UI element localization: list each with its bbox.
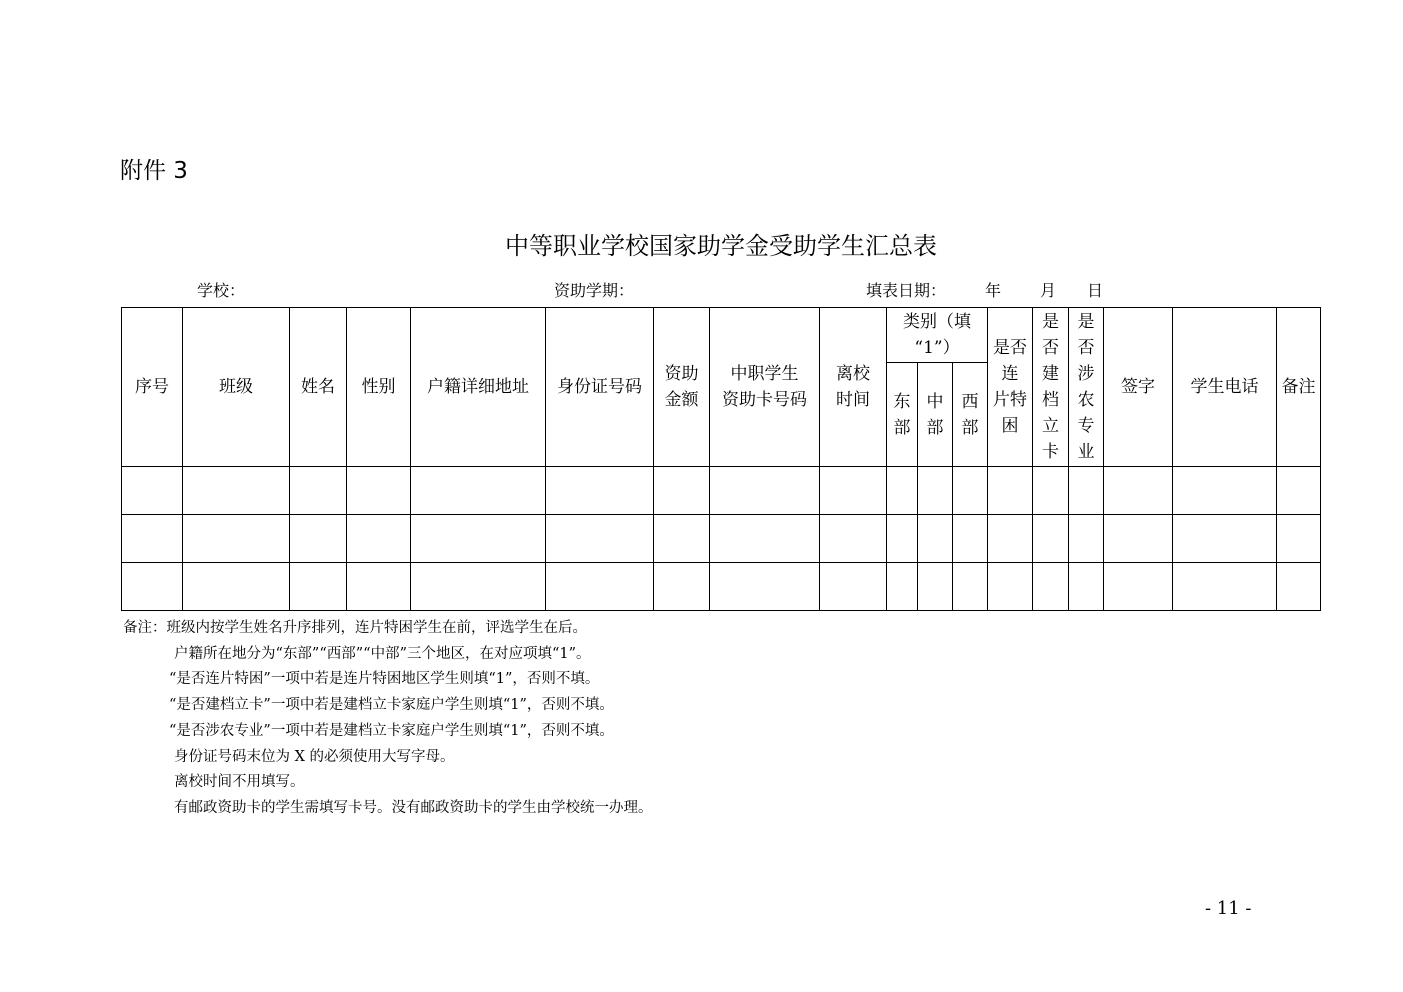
table-row [122, 563, 1321, 611]
header-seq: 序号 [122, 308, 183, 467]
header-registered-poor: 是 否 建 档 立 卡 [1033, 308, 1069, 467]
table-row [122, 515, 1321, 563]
header-amount: 资助 金额 [654, 308, 710, 467]
table-cell[interactable] [183, 563, 290, 611]
note-line: “是否建档立卡”一项中若是建档立卡家庭户学生则填“1”，否则不填。 [169, 697, 614, 714]
table-cell[interactable] [1173, 467, 1277, 515]
table-cell[interactable] [411, 563, 546, 611]
header-leave-time: 离校 时间 [820, 308, 887, 467]
table-cell[interactable] [820, 563, 887, 611]
header-signature: 签字 [1104, 308, 1173, 467]
header-address: 户籍详细地址 [411, 308, 546, 467]
table-cell[interactable] [1104, 467, 1173, 515]
table-cell[interactable] [290, 467, 347, 515]
table-cell[interactable] [122, 515, 183, 563]
note-line: “是否连片特困”一项中若是连片特困地区学生则填“1”，否则不填。 [169, 671, 600, 688]
table-cell[interactable] [1173, 515, 1277, 563]
table-cell[interactable] [1069, 563, 1104, 611]
header-card-number: 中职学生 资助卡号码 [710, 308, 820, 467]
table-cell[interactable] [654, 467, 710, 515]
header-name: 姓名 [290, 308, 347, 467]
table-cell[interactable] [411, 467, 546, 515]
note-line: 有邮政资助卡的学生需填写卡号。没有邮政资助卡的学生由学校统一办理。 [174, 799, 653, 816]
table-cell[interactable] [887, 515, 918, 563]
table-cell[interactable] [953, 515, 988, 563]
table-cell[interactable] [183, 467, 290, 515]
table-cell[interactable] [411, 515, 546, 563]
page-number: - 11 - [1205, 898, 1252, 919]
table-cell[interactable] [290, 563, 347, 611]
table-cell[interactable] [1033, 563, 1069, 611]
table-cell[interactable] [122, 563, 183, 611]
table-cell[interactable] [1277, 467, 1321, 515]
table-cell[interactable] [820, 467, 887, 515]
table-cell[interactable] [988, 515, 1033, 563]
table-cell[interactable] [546, 515, 654, 563]
month-label: 月 [1040, 281, 1057, 300]
table-cell[interactable] [1033, 515, 1069, 563]
header-east: 东 部 [887, 363, 918, 467]
table-cell[interactable] [953, 563, 988, 611]
table-cell[interactable] [183, 515, 290, 563]
table-cell[interactable] [1033, 467, 1069, 515]
table-cell[interactable] [1104, 515, 1173, 563]
table-cell[interactable] [1173, 563, 1277, 611]
header-remark: 备注 [1277, 308, 1321, 467]
term-label: 资助学期： [554, 281, 635, 300]
header-middle: 中 部 [918, 363, 953, 467]
header-poverty-area: 是否 连 片特 困 [988, 308, 1033, 467]
table-cell[interactable] [918, 563, 953, 611]
table-cell[interactable] [1069, 467, 1104, 515]
table-cell[interactable] [1277, 515, 1321, 563]
table-cell[interactable] [122, 467, 183, 515]
day-label: 日 [1087, 281, 1104, 300]
table-cell[interactable] [887, 467, 918, 515]
table-cell[interactable] [988, 563, 1033, 611]
header-agriculture-major: 是 否 涉 农 专 业 [1069, 308, 1104, 467]
form-title: 中等职业学校国家助学金受助学生汇总表 [505, 232, 937, 260]
note-line: 户籍所在地分为“东部”“西部”“中部”三个地区，在对应项填“1”。 [174, 645, 591, 662]
table-cell[interactable] [654, 563, 710, 611]
table-cell[interactable] [710, 563, 820, 611]
table-cell[interactable] [820, 515, 887, 563]
table-cell[interactable] [347, 467, 411, 515]
table-row [122, 467, 1321, 515]
header-id-number: 身份证号码 [546, 308, 654, 467]
note-line: 备注：班级内按学生姓名升序排列，连片特困学生在前，评选学生在后。 [123, 620, 587, 636]
table-cell[interactable] [290, 515, 347, 563]
school-label: 学校： [197, 281, 246, 300]
table-cell[interactable] [1069, 515, 1104, 563]
year-label: 年 [985, 281, 1002, 300]
table-cell[interactable] [918, 467, 953, 515]
table-cell[interactable] [918, 515, 953, 563]
table-header-row [122, 308, 1321, 363]
note-line: “是否涉农专业”一项中若是建档立卡家庭户学生则填“1”，否则不填。 [169, 722, 614, 739]
table-cell[interactable] [347, 515, 411, 563]
table-cell[interactable] [887, 563, 918, 611]
attachment-label: 附件 3 [120, 158, 188, 184]
table-cell[interactable] [347, 563, 411, 611]
table-cell[interactable] [1104, 563, 1173, 611]
note-line: 身份证号码末位为 X 的必须使用大写字母。 [174, 748, 455, 765]
header-category: 类别（填 “1”） [887, 308, 988, 363]
table-cell[interactable] [654, 515, 710, 563]
table-cell[interactable] [546, 467, 654, 515]
header-phone: 学生电话 [1173, 308, 1277, 467]
table-cell[interactable] [988, 467, 1033, 515]
table-cell[interactable] [710, 515, 820, 563]
table-cell[interactable] [953, 467, 988, 515]
table-cell[interactable] [710, 467, 820, 515]
header-gender: 性别 [347, 308, 411, 467]
header-west: 西 部 [953, 363, 988, 467]
note-line: 离校时间不用填写。 [174, 774, 305, 791]
student-summary-table [121, 307, 1321, 611]
notes-block [123, 616, 653, 822]
table-cell[interactable] [1277, 563, 1321, 611]
header-class: 班级 [183, 308, 290, 467]
fill-date-label: 填表日期： [866, 281, 947, 300]
table-cell[interactable] [546, 563, 654, 611]
